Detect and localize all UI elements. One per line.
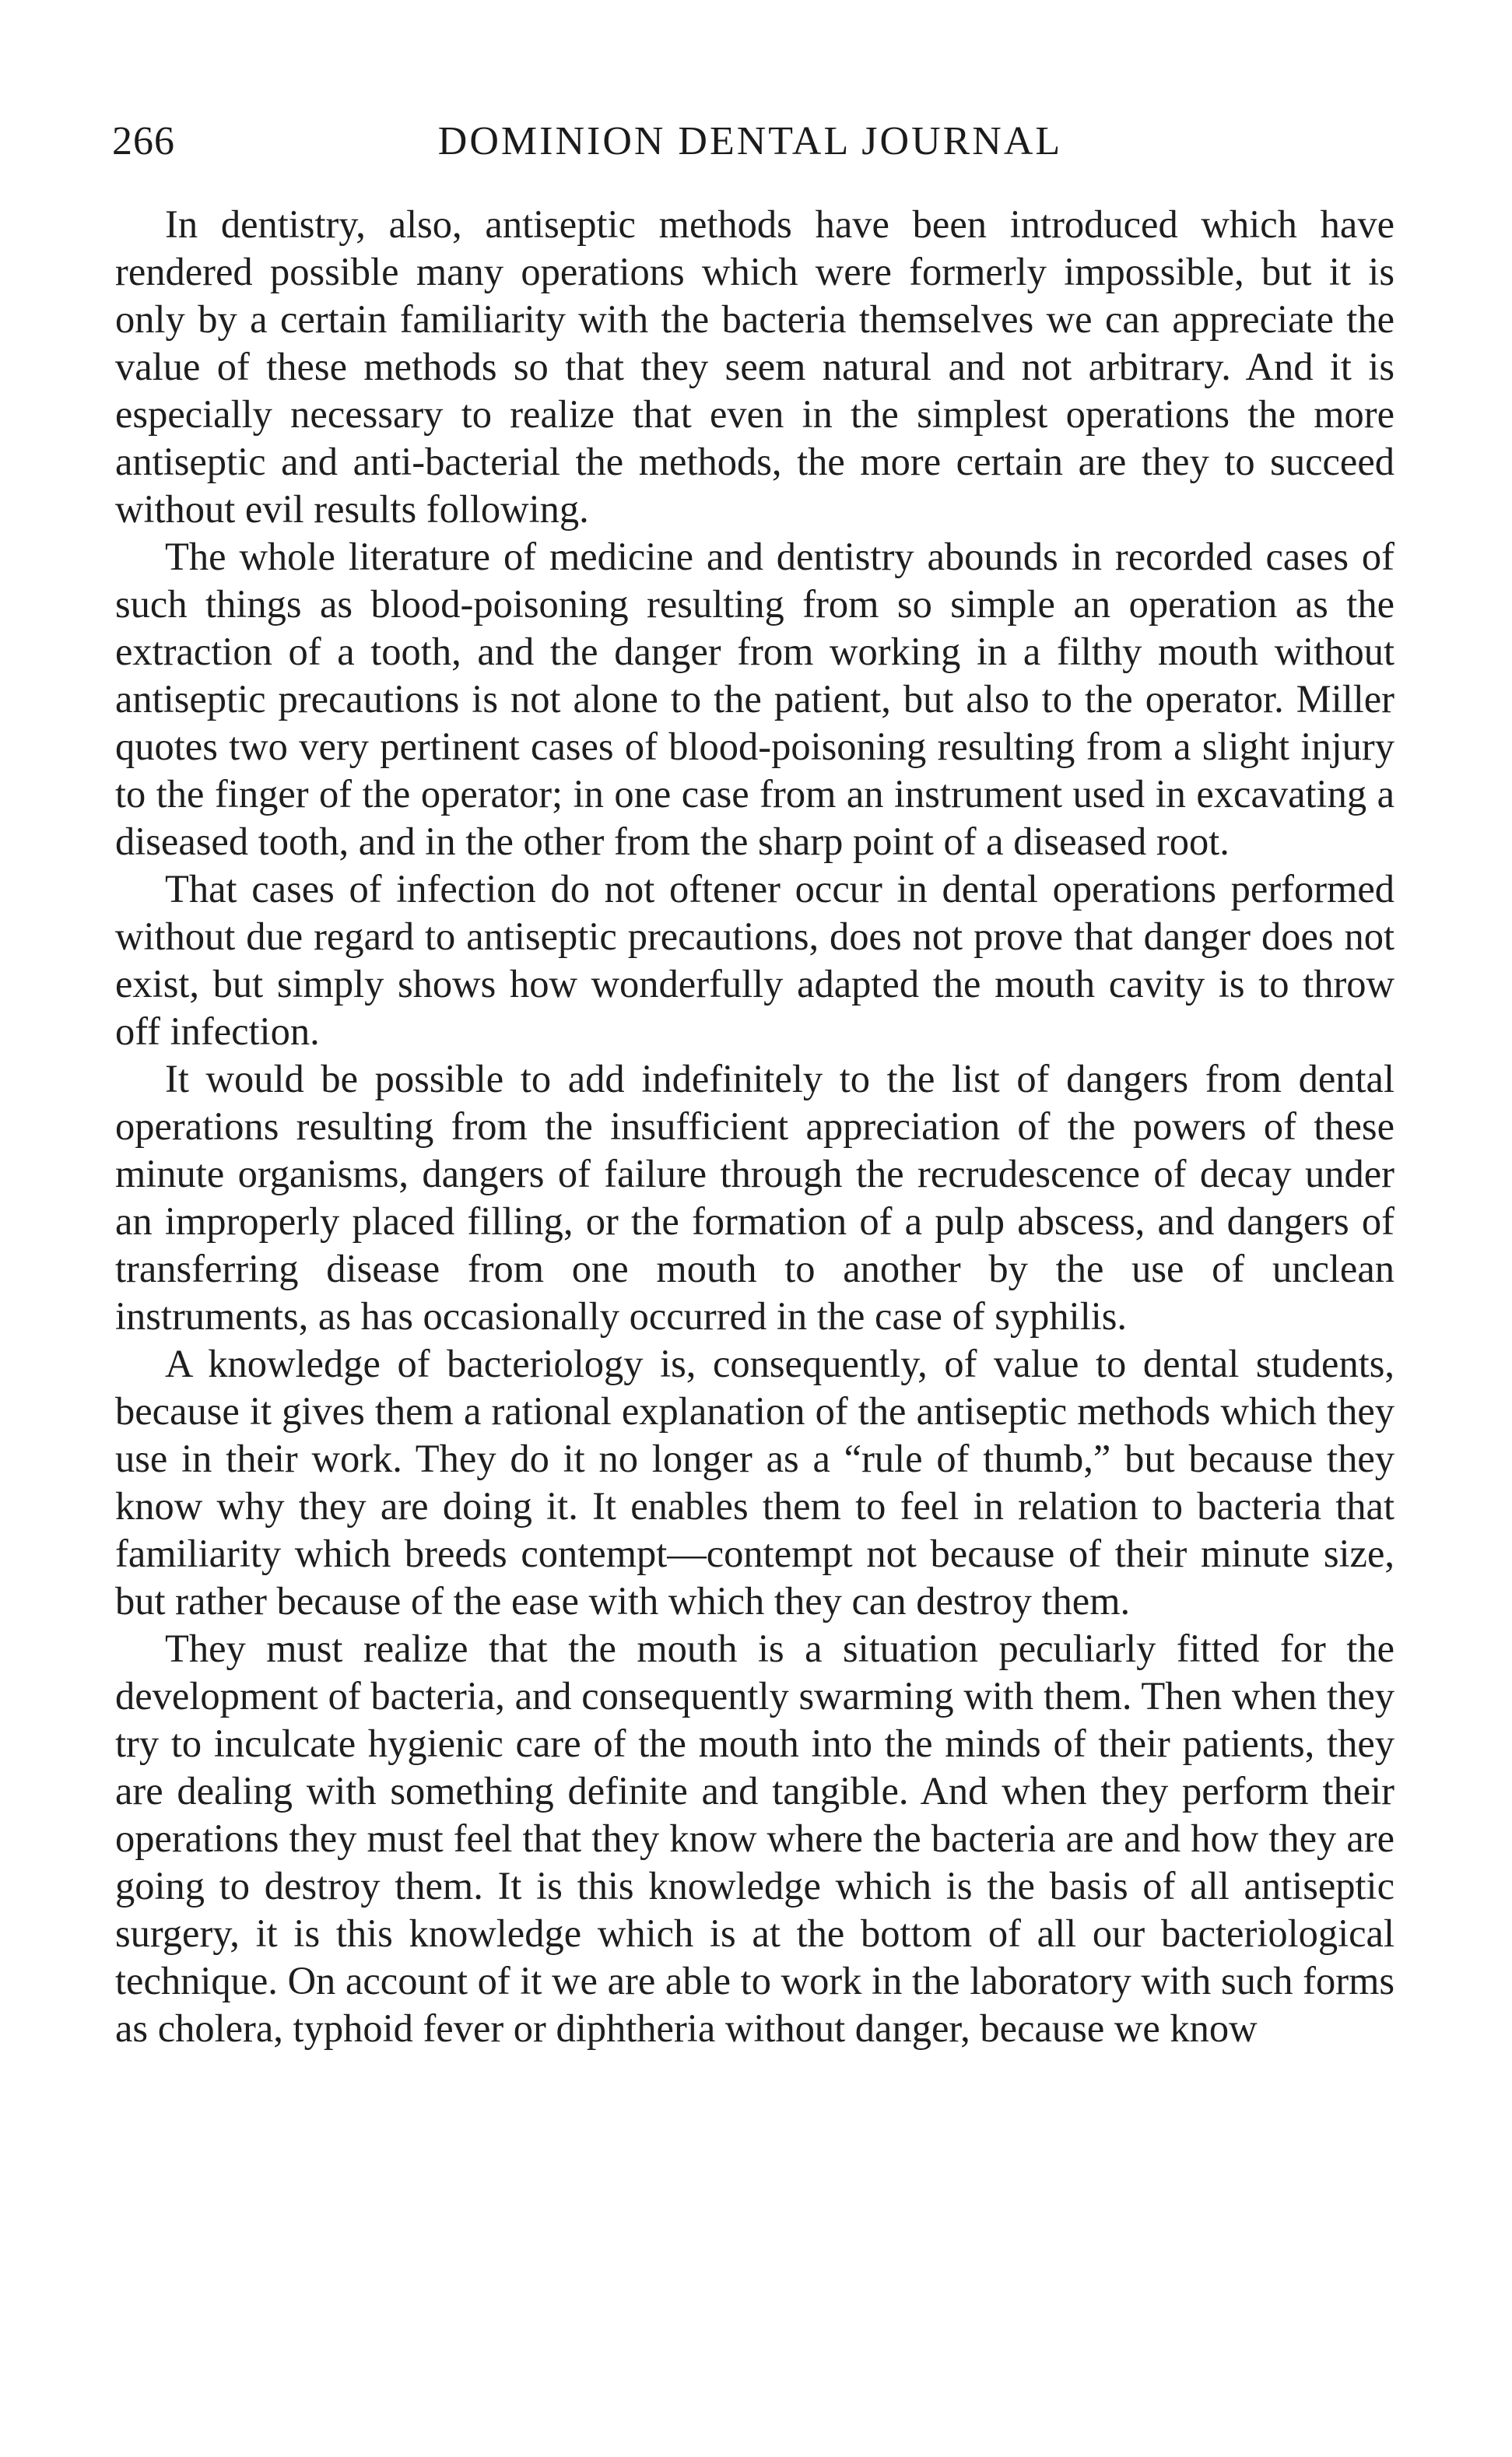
paragraph-dental-dangers: It would be possible to add indefinitely to the list of dangers from dental operations resulting from the insufficient appreciation of the powers of these minute organisms, dangers of failure through the recrudescence of decay under an improperly placed filling, or the formation of a pulp abscess, and dangers of transferring disease from one mouth to another by the use of unclean instruments, as has occasionally occurred in the case of syphilis.	[115, 1057, 1394, 1338]
article-body	[115, 201, 1394, 2052]
paragraph-antiseptic-methods: In dentistry, also, antiseptic methods have been introduced which have rendered possible many operations which were formerly impossible, but it is only by a certain familiarity with the bacteria themselves we can appreciate the value of these methods so that they seem natural and not arbitrary. And it is especially necessary to realize that even in the simplest operations the more antiseptic and anti-bacterial the methods, the more certain are they to succeed without evil results following.	[115, 202, 1394, 531]
paragraph-mouth-bacteria: They must realize that the mouth is a situation peculiarly fitted for the development of bacteria, and consequently swarming with them. Then when they try to inculcate hygienic care of the mouth into the minds of their patients, they are dealing with something definite and tangible. And when they perform their operations they must feel that they know where the bacteria are and how they are going to destroy them. It is this knowledge which is the basis of all antiseptic surgery, it is this knowledge which is at the bottom of all our bacteriological technique. On account of it we are able to work in the laboratory with such forms as cholera, typhoid fever or diphtheria without danger, because we know	[115, 1627, 1394, 2050]
paragraph-blood-poisoning-cases: The whole literature of medicine and dentistry abounds in recorded cases of such things as blood-poisoning resulting from so simple an operation as the extraction of a tooth, and the danger from working in a filthy mouth without antiseptic precautions is not alone to the patient, but also to the operator. Miller quotes two very pertinent cases of blood-poisoning resulting from a slight injury to the finger of the operator; in one case from an instrument used in excavating a diseased tooth, and in the other from the sharp point of a diseased root.	[115, 535, 1394, 863]
paragraph-infection-precautions: That cases of infection do not oftener occur in dental operations performed without due regard to antiseptic precautions, does not prove that danger does not exist, but simply shows how wonderfully adapted the mouth cavity is to throw off infection.	[115, 867, 1394, 1053]
journal-title: DOMINION DENTAL JOURNAL	[437, 119, 1063, 163]
running-head	[112, 118, 1388, 181]
paragraph-knowledge-of-bacteriology: A knowledge of bacteriology is, consequently, of value to dental students, because it gives them a rational explanation of the antiseptic methods which they use in their work. They do it no longer as a “rule of thumb,” but because they know why they are doing it. It enables them to feel in relation to bacteria that familiarity which breeds contempt—contempt not because of their minute size, but rather because of the ease with which they can destroy them.	[115, 1342, 1394, 1623]
page-number: 266	[112, 119, 175, 163]
